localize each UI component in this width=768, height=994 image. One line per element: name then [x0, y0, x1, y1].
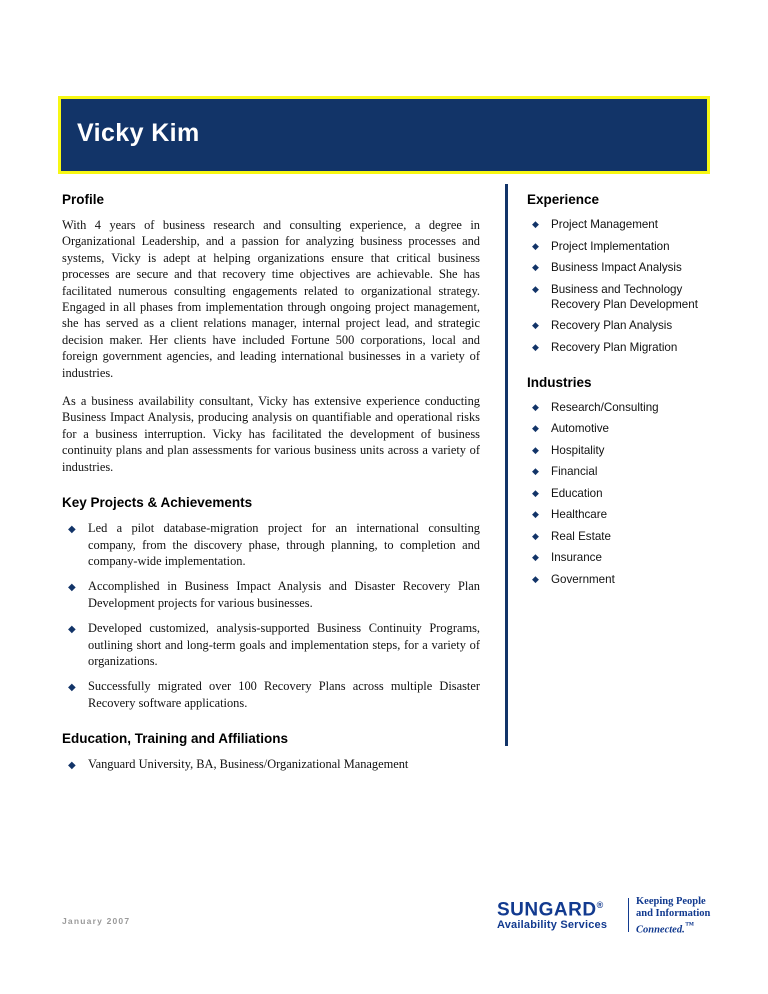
diamond-bullet-icon: ◆: [68, 760, 76, 772]
logo-tagline-line2: and Information: [636, 907, 711, 919]
list-item-text: Business Impact Analysis: [551, 261, 682, 274]
list-item: [527, 340, 727, 355]
list-item: [527, 421, 727, 436]
list-item: [527, 572, 727, 587]
list-item: [527, 318, 727, 333]
diamond-bullet-icon: ◆: [532, 283, 539, 294]
logo-tagline-line3: [636, 920, 710, 936]
diamond-bullet-icon: ◆: [532, 240, 539, 251]
list-item-text: Education: [551, 486, 603, 500]
list-item: [62, 756, 480, 772]
logo-trademark-mark: ™: [684, 919, 694, 930]
key-projects-list: [62, 520, 480, 711]
list-item-text: Financial: [551, 465, 598, 478]
industries-list: [527, 400, 727, 587]
list-item: [527, 239, 727, 254]
list-item: [62, 578, 480, 611]
list-item: [527, 282, 727, 312]
logo-brand-word: SUNGARD: [497, 899, 597, 921]
diamond-bullet-icon: ◆: [532, 401, 539, 412]
profile-heading: Profile: [62, 192, 105, 207]
left-column: [62, 192, 480, 782]
logo-tagline-word: Connected.: [636, 924, 685, 936]
key-projects-heading: Key Projects & Achievements: [62, 495, 253, 511]
list-item-text: Insurance: [551, 551, 602, 564]
diamond-bullet-icon: ◆: [532, 487, 539, 498]
right-column: [527, 192, 727, 593]
list-item-text: Recovery Plan Analysis: [551, 319, 673, 332]
header-banner: [58, 96, 710, 174]
list-item-text: Accomplished in Business Impact Analysis and Disaster Recovery Plan Development projects for various businesses.: [88, 579, 480, 610]
column-divider: [505, 184, 508, 746]
experience-heading: Experience: [527, 192, 600, 207]
list-item: [527, 529, 727, 544]
list-item: [527, 217, 727, 232]
diamond-bullet-icon: ◆: [532, 552, 539, 562]
diamond-bullet-icon: ◆: [532, 423, 539, 433]
list-item-text: Project Management: [551, 218, 658, 231]
diamond-bullet-icon: ◆: [68, 524, 76, 536]
list-item: [527, 486, 727, 501]
diamond-bullet-icon: ◆: [532, 530, 539, 541]
diamond-bullet-icon: ◆: [532, 341, 539, 352]
footer-date: January 2007: [62, 916, 131, 926]
list-item: [62, 520, 480, 569]
list-item-text: Automotive: [551, 422, 609, 435]
diamond-bullet-icon: ◆: [532, 573, 539, 584]
list-item-text: Hospitality: [551, 443, 605, 457]
list-item-text: Business and Technology Recovery Plan Development: [551, 282, 698, 311]
list-item: [527, 260, 727, 275]
list-item: [527, 400, 727, 415]
education-list: [62, 756, 480, 772]
experience-list: [527, 217, 727, 355]
logo-registered-mark: ®: [596, 900, 604, 910]
list-item-text: Developed customized, analysis-supported Business Continuity Programs, outlining short and long-term goals and implementation steps, for a variety of organizations.: [88, 621, 480, 668]
sungard-logo: [497, 896, 717, 936]
diamond-bullet-icon: ◆: [532, 219, 539, 229]
profile-paragraph-2: As a business availability consultant, Vicky has extensive experience conducting Business Impact Analysis, producing analysis on quantifiable and operational risks for a business interruption. Vicky has facilitated the development of business continuity plans and plan assessments for various business units across a variety of industries.: [62, 394, 480, 474]
page-title: Vicky Kim: [77, 119, 200, 147]
logo-tagline: [636, 896, 710, 936]
diamond-bullet-icon: ◆: [68, 582, 76, 594]
logo-divider: [628, 898, 629, 932]
list-item-text: Vanguard University, BA, Business/Organizational Management: [88, 757, 409, 772]
industries-heading: Industries: [527, 374, 592, 390]
diamond-bullet-icon: ◆: [532, 444, 539, 455]
profile-paragraph-1: With 4 years of business research and consulting experience, a degree in Organizational Leadership, and a passion for analyzing business processes and systems, Vicky is adept at helping organizations ensure that critical business processes are secure and that recovery time objectives are achievable. She has facilitated numerous consulting engagements related to organizational strategy. Engaged in all phases from implementation through ongoing project management, she has served as a client relations manager, internal project lead, and strategic decision maker. Her clients have included Fortune 500 corporations, local and foreign government agencies, and leading international businesses in a variety of industries.: [62, 218, 480, 380]
list-item-text: Project Implementation: [551, 239, 670, 253]
list-item-text: Government: [551, 572, 615, 586]
list-item-text: Successfully migrated over 100 Recovery Plans across multiple Disaster Recovery software applications.: [88, 679, 480, 710]
list-item: [527, 464, 727, 479]
diamond-bullet-icon: ◆: [532, 320, 539, 330]
diamond-bullet-icon: ◆: [532, 262, 539, 272]
diamond-bullet-icon: ◆: [532, 466, 539, 476]
list-item-text: Led a pilot database-migration project for an international consulting company, from the discovery phase, through planning, to completion and company-wide implementation.: [88, 521, 480, 568]
list-item-text: Recovery Plan Migration: [551, 340, 678, 354]
education-heading: Education, Training and Affiliations: [62, 731, 289, 747]
list-item: [62, 678, 480, 711]
diamond-bullet-icon: ◆: [68, 624, 76, 636]
logo-subtitle: Availability Services: [497, 919, 608, 932]
diamond-bullet-icon: ◆: [68, 682, 76, 694]
list-item-text: Real Estate: [551, 529, 611, 543]
list-item: [62, 620, 480, 669]
diamond-bullet-icon: ◆: [532, 509, 539, 519]
list-item: [527, 443, 727, 458]
list-item: [527, 550, 727, 565]
list-item-text: Research/Consulting: [551, 400, 659, 414]
list-item: [527, 507, 727, 522]
list-item-text: Healthcare: [551, 508, 608, 521]
logo-tagline-line1: Keeping People: [636, 896, 706, 907]
